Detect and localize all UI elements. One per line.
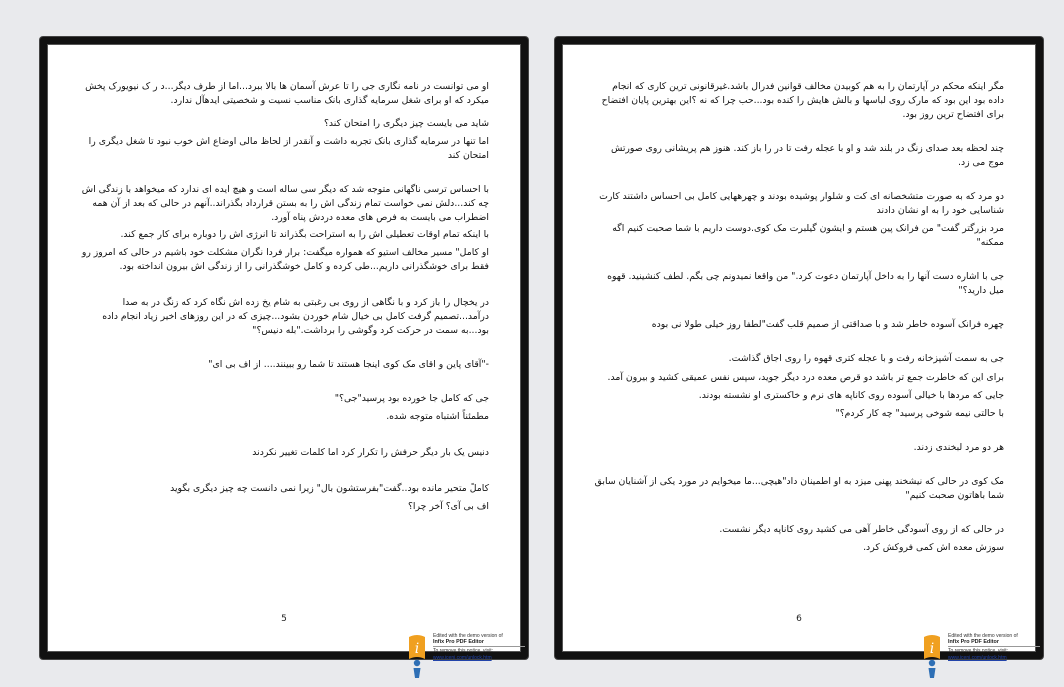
paragraph: شاید می بایست چیز دیگری را امتحان کند؟ (323, 118, 489, 129)
paragraph: مطمئناً اشتباه متوجه شده. (386, 411, 489, 422)
paragraph: جایی که مردها با خیالی آسوده روی کاناپه های نرم و خاکستری او نشسته بودند. (698, 390, 1004, 401)
page-number: 5 (281, 614, 287, 624)
paragraph: در حالی که از روی آسودگی خاطر آهی می کشید روی کاناپه دیگر نشست. (719, 524, 1004, 535)
paragraph: دو مرد که به صورت متشخصانه ای کت و شلوار پوشیده بودند و چهرههایی کامل بی احساس داشتند کارت شناسایی خود را به او نشان دادند (599, 191, 1004, 216)
paragraph: دنیس یک بار دیگر حرفش را تکرار کرد اما کلمات تغییر نکردند (252, 447, 489, 458)
watermark-divider (948, 646, 1040, 647)
watermark-title: Infix Pro PDF Editor (948, 639, 999, 646)
paragraph: چند لحظه بعد صدای زنگ در بلند شد و او با عجله رفت تا در را باز کند. هنوز هم پریشانی روی صورتش موج می زد. (610, 143, 1004, 168)
watermark-link[interactable]: www.iceni.com/unlock.htm (948, 654, 1007, 661)
paragraph: در یخچال را باز کرد و با نگاهی از روی بی رغبتی به شام یخ زده اش نگاه کرد که زنگ در به صدا درآمد...تصمیم گرفت کامل بی خیال شام خوردن بشود...چیزی که در این روزهای اخیر زیاد انجام داده بود...به سمت در حرکت کرد وگوشی را برداشت."بله دنیس؟" (102, 297, 489, 336)
paragraph: با اینکه تمام اوقات تعطیلی اش را به استراحت بگذراند تا انرژی اش را دوباره برای کار جمع کند. (120, 229, 489, 240)
svg-text:i: i (929, 641, 935, 657)
watermark-line: Edited with the demo version of (433, 633, 503, 639)
watermark-title: Infix Pro PDF Editor (433, 639, 484, 646)
paragraph: مرد بزرگتر گفت" من فرانک پین هستم و ایشون گیلبرت مک کوی.دوست داریم با شما صحبت کنیم اگه ممکنه" (612, 223, 1004, 248)
paragraph: سوزش معده اش کمی فروکش کرد. (863, 542, 1004, 553)
paragraph: هر دو مرد لبخندی زدند. (913, 442, 1004, 453)
paragraph: چهره فرانک آسوده خاطر شد و با صداقتی از صمیم قلب گفت"لطفا روز خیلی طولا نی بوده (651, 319, 1004, 330)
paragraph: اما تنها در سرمایه گذاری بانک تجربه داشت و آنقدر از لحاظ مالی اوضاع اش خوب نبود تا شغل دیگری را امتحان کند (88, 136, 489, 161)
document-page-left (40, 37, 528, 659)
watermark-line: To remove this notice, visit: (948, 648, 1009, 655)
page-text-left (79, 80, 489, 514)
paragraph: جی با اشاره دست آنها را به داخل آپارتمان دعوت کرد." من واقعا نمیدونم چی بگم. لطف کنشینید. قهوه میل دارید؟" (607, 271, 1004, 296)
paragraph: او می توانست در نامه نگاری جی را تا عرش آسمان ها بالا ببرد...اما از طرف دیگر...د ر ک نیویورک پخش میکرد که او برای شغل سرمایه گذاری بانک مناسب نسیت و شخصیتی ایدهآل ندارد. (85, 81, 489, 106)
page-text-right (594, 80, 1004, 555)
page-number: 6 (796, 614, 802, 624)
paragraph: با احساس ترسی ناگهانی متوجه شد که دیگر سی ساله است و هیچ ایده ای ندارد که میخواهد با زندگی اش چه کند...دلش نمی خواست تمام زندگی اش را به بستن قرارداد بگذراند..آنهم در حالی که بعد از آن همه اضطراب می بایست به فرص های معده دردش پناه آورد. (81, 184, 489, 223)
watermark-link[interactable]: www.iceni.com/unlock.htm (433, 654, 492, 661)
watermark-divider (433, 646, 525, 647)
document-page-right (555, 37, 1043, 659)
paragraph: با حالتی نیمه شوخی پرسید" چه کار کردم؟" (835, 408, 1004, 419)
infix-logo-icon (403, 633, 431, 679)
watermark-text (433, 633, 525, 661)
paragraph: جی که کامل جا خورده بود پرسید"جی؟" (334, 393, 489, 404)
paragraph: اف بی آی؟ آخر چرا؟ (407, 501, 489, 512)
paragraph: برای این که خاطرت جمع تر باشد دو قرص معده درد دیگر جوید، سپس نفس عمیقی کشید و بیرون آمد. (607, 372, 1004, 383)
paragraph: کاملً متحیر مانده بود..گفت"بفرستشون بال" زیرا نمی دانست چه چیز دیگری بگوید (170, 483, 489, 494)
infix-logo-icon (918, 633, 946, 679)
paragraph: -"آقای پاین و اقای مک کوی اینجا هستند تا شما رو ببینند.... از اف بی ای" (208, 359, 489, 370)
paragraph: مگر اینکه محکم در آپارتمان را به هم کوبیدن مخالف قوانین فدرال باشد.غیرقانونی ترین کاری که انجام داده بود این بود که مارک روی لباسها و بالش هایش را کنده بود...حب چرا که نه ؟این بهترین پایان افتضاح برای افتضاح ترین روز بود. (601, 81, 1004, 120)
watermark-line: To remove this notice, visit: (433, 648, 494, 655)
infix-watermark (403, 633, 523, 679)
watermark-line: Edited with the demo version of (948, 633, 1018, 639)
paragraph: او کامل" مسیر مخالف استیو که همواره میگفت: برار فردا نگران مشکلت خود باشیم در حالی که امروز رو فقط برای خوشگذرانی داریم...طی کرده و کامل خوشگذرانی را از زندگی اش بیرون انداخته بود. (81, 247, 489, 272)
paragraph: جی به سمت آشپزخانه رفت و با عجله کتری قهوه را روی اجاق گذاشت. (728, 353, 1004, 364)
watermark-text (948, 633, 1040, 661)
svg-text:i: i (414, 641, 420, 657)
paragraph: مک کوی در حالی که نیشخند پهنی میزد به او اطمینان داد"هیچی...ما میخوایم در مورد یکی از آشنایان سابق شما باهاتون صحبت کنیم" (594, 476, 1004, 501)
infix-watermark (918, 633, 1038, 679)
